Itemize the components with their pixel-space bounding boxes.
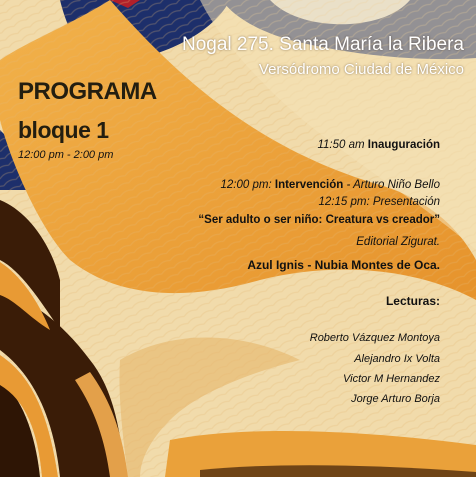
reader-1: Roberto Vázquez Montoya [309, 332, 440, 344]
intervention-label: Intervención [274, 179, 344, 191]
block-hours: 12:00 pm - 2:00 pm [18, 149, 114, 161]
intervention-line [221, 179, 440, 191]
readings-heading: Lecturas: [385, 294, 440, 308]
intervention-time: 12:00 pm: [220, 179, 272, 191]
presentation-line: 12:15 pm: Presentación [318, 196, 440, 208]
reader-3: Victor M Hernandez [342, 373, 440, 385]
book-authors: Azul Ignis - Nubia Montes de Oca. [247, 258, 440, 272]
book-title: “Ser adulto o ser niño: Creatura vs creador” [198, 214, 440, 226]
reader-4: Jorge Arturo Borja [351, 393, 440, 405]
publisher: Editorial Zigurat. [356, 236, 440, 248]
reader-2: Alejandro Ix Volta [354, 353, 440, 365]
program-heading: PROGRAMA [18, 78, 157, 105]
venue-name: Versódromo Ciudad de México [258, 61, 464, 78]
venue-address: Nogal 275. Santa María la Ribera [182, 34, 464, 55]
block-heading: bloque 1 [18, 117, 109, 143]
inauguration-line [317, 139, 440, 151]
inauguration-label: Inauguración [367, 139, 440, 151]
inauguration-time: 11:50 am [317, 139, 365, 151]
intervention-person: - Arturo Niño Bello [346, 179, 440, 191]
